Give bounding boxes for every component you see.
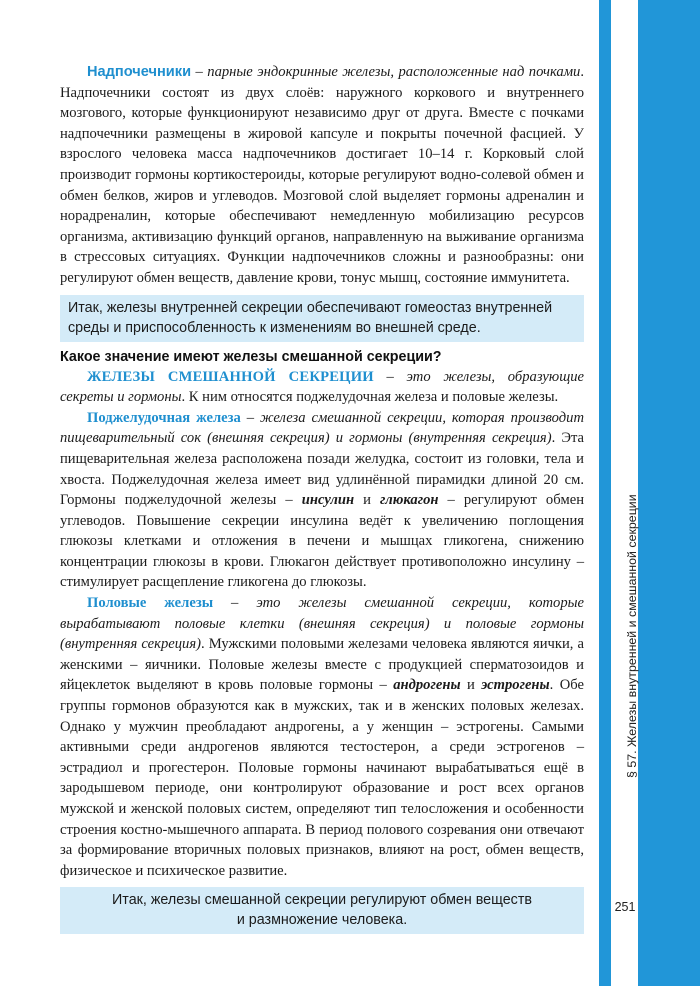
dash: – xyxy=(373,368,407,385)
hormone-estrogens: эстрогены xyxy=(481,677,550,694)
summary-endocrine: Итак, железы внутренней секреции обеспечивают гомеостаз внутренней среды и приспособленность к изменениям во внешней среде. xyxy=(60,295,584,342)
hormone-androgens: андрогены xyxy=(393,677,461,694)
term-mixed-glands: ЖЕЛЕЗЫ СМЕШАННОЙ СЕКРЕЦИИ xyxy=(87,368,374,385)
text-pancreas-2: – регулируют обмен углеводов. Повышение секреции инсулина ведёт к увеличению поглощения глюкозы клетками и отложения в печени и мышцах гликогена, снижению концентрации глюкозы в крови. Глюкагон действует противоположно инсулину – стимулирует расщепление гликогена до глюкозы. xyxy=(60,492,585,591)
dash: – xyxy=(240,409,261,426)
term-adrenals: Надпочечники xyxy=(87,64,192,80)
conjunction: и xyxy=(460,677,482,694)
definition-gonads: это железы смешанной секреции, которые вырабатывают половые клетки (внешняя секреция) и половые гормоны (внутренняя секреция) xyxy=(60,595,584,653)
summary-mixed-line-1: Итак, железы смешанной секреции регулируют обмен веществ xyxy=(112,892,532,909)
running-head: § 57. Железы внутренней и смешанной секреции xyxy=(625,494,639,778)
definition-pancreas: железа смешанной секреции, которая производит пищеварительный сок (внешняя секреция) и гормоны (внутренняя секреция) xyxy=(60,409,585,447)
definition-mixed-glands: это железы, образующие секреты и гормоны xyxy=(60,368,584,406)
edge-stripe xyxy=(638,0,700,986)
hormone-insulin: инсулин xyxy=(301,492,355,509)
dash: – xyxy=(213,595,257,612)
paragraph-gonads xyxy=(60,593,584,881)
text-mixed-glands: . К ним относятся поджелудочная железа и половые железы. xyxy=(181,389,559,406)
page-content xyxy=(60,62,584,940)
hormone-glucagon: глюкагон xyxy=(380,492,439,509)
term-gonads: Половые железы xyxy=(87,595,214,612)
paragraph-pancreas xyxy=(60,408,584,593)
summary-mixed xyxy=(60,887,584,934)
text-adrenals: . Надпочечники состоят из двух слоёв: наружного коркового и внутреннего мозгового, которые функционируют независимо друг от друга. Вместе с почками надпочечники размещены в жировой капсуле и покрыты почечной фасцией. У взрослого человека масса надпочечников достигает 10–14 г. Корковый слой производит гормоны кортикостероиды, которые регулируют водно-солевой обмен и обмен белков, жиров и углеводов. Мозговой слой выделяет гормоны адреналин и норадреналин, которые обеспечивают немедленную мобилизацию ресурсов организма, активизацию функций органов, направленную на выживание организма в стрессовых ситуациях. Функции надпочечников сложны и разнообразны: они регулируют обмен веществ, давление крови, тонус мышц, состояние иммунитета. xyxy=(60,64,584,286)
text-pancreas-1: . Эта пищеварительная железа расположена позади желудка, состоит из головки, тела и хвоста. Поджелудочная железа имеет вид удлинённой пирамидки длиной 20 см. Гормоны поджелудочной железы – xyxy=(60,430,585,509)
term-pancreas: Поджелудочная железа xyxy=(87,409,241,426)
section-question: Какое значение имеют железы смешанной секреции? xyxy=(60,348,442,365)
page-number: 251 xyxy=(614,900,636,914)
summary-mixed-line-2: и размножение человека. xyxy=(236,912,408,929)
text-gonads-2: . Обе группы гормонов образуются как в мужских, так и в женских половых железах. Однако у мужчин преобладают андрогены, а у женщин – эстрогены. Самыми активными среди андрогенов являются тестостерон, а среди эстрогенов – эстрадиол и прогестерон. Половые гормоны начинают вырабатываться ещё в зародышевом периоде, они контролируют образование и рост всех органов мужской и женской половых систем, определяют тип телосложения и особенности строения костно-мышечного аппарата. В период полового созревания они отвечают за формирование вторичных половых признаков, влияют на рост, обмен веществ, физическое и психическое развитие. xyxy=(60,677,585,879)
text-gonads-1: . Мужскими половыми железами человека являются яички, а женскими – яичники. Половые железы вместе с продукцией сперматозоидов и яйцеклеток выделяют в кровь половые гормоны – xyxy=(60,636,584,694)
conjunction: и xyxy=(354,492,381,509)
dash: – xyxy=(191,64,208,80)
definition-adrenals: парные эндокринные железы, расположенные над почками xyxy=(207,64,581,80)
paragraph-adrenals xyxy=(60,62,584,289)
margin-bar xyxy=(599,0,611,986)
paragraph-mixed-glands xyxy=(60,367,584,408)
